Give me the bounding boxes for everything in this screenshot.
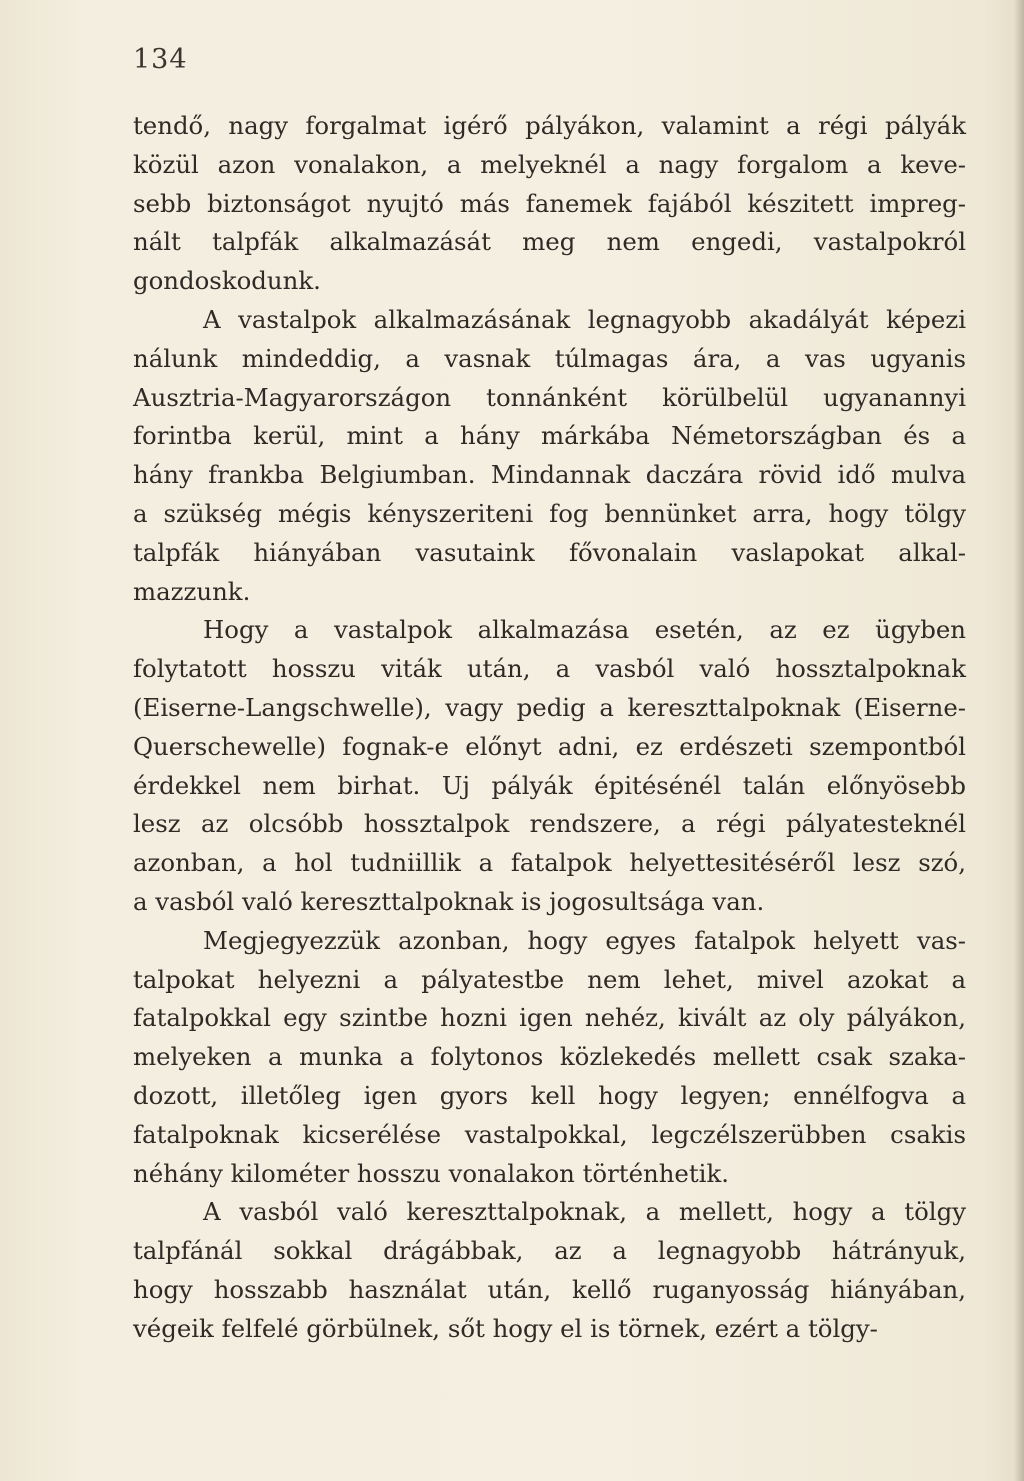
text-line: közül azon vonalakon, a melyeknél a nagy forgalom a keve- <box>133 149 966 179</box>
text-line: azonban, a hol tudniillik a fatalpok helyettesitéséről lesz szó, <box>133 848 966 878</box>
text-line: talpfák hiányában vasutaink fővonalain vaslapokat alkal- <box>133 537 966 567</box>
paragraph <box>133 611 966 921</box>
text-line: néhány kilométer hosszu vonalakon történhetik. <box>133 1158 729 1188</box>
text-line: folytatott hosszu viták után, a vasból való hossztalpoknak <box>133 654 966 684</box>
text-line: talpokat helyezni a pályatestbe nem lehet, mivel azokat a <box>133 964 966 994</box>
text-line: melyeken a munka a folytonos közlekedés mellett csak szaka- <box>133 1042 966 1072</box>
paragraph <box>133 922 966 1194</box>
text-line: hány frankba Belgiumban. Mindannak daczára rövid idő mulva <box>133 460 966 490</box>
text-line: érdekkel nem birhat. Uj pályák épitésénél talán előnyösebb <box>133 770 966 800</box>
text-line: Ausztria-Magyarországon tonnánként körülbelül ugyanannyi <box>133 382 966 412</box>
text-line: fatalpokkal egy szintbe hozni igen nehéz, kivált az oly pályákon, <box>133 1003 966 1033</box>
paragraph <box>133 301 966 611</box>
body-text <box>133 107 966 1349</box>
text-line: hogy hosszabb használat után, kellő ruganyosság hiányában, <box>133 1274 966 1304</box>
text-line: nálunk mindeddig, a vasnak túlmagas ára, a vas ugyanis <box>133 343 966 373</box>
text-line: tendő, nagy forgalmat igérő pályákon, valamint a régi pályák <box>133 111 966 140</box>
text-line: Megjegyezzük azonban, hogy egyes fatalpok helyett vas- <box>203 925 966 955</box>
text-line: lesz az olcsóbb hossztalpok rendszere, a régi pályatesteknél <box>133 809 966 839</box>
text-line: dozott, illetőleg igen gyors kell hogy legyen; ennélfogva a <box>133 1080 966 1110</box>
text-line: fatalpoknak kicserélése vastalpokkal, legczélszerübben csakis <box>133 1119 966 1149</box>
text-line: A vastalpok alkalmazásának legnagyobb akadályát képezi <box>203 304 966 334</box>
text-line: a szükség mégis kényszeriteni fog bennünket arra, hogy tölgy <box>133 498 966 528</box>
text-line: A vasból való kereszttalpoknak, a mellett, hogy a tölgy <box>203 1197 966 1227</box>
page-edge-shadow <box>1014 0 1024 1481</box>
text-line: Querschewelle) fognak-e előnyt adni, ez erdészeti szempontból <box>133 731 966 761</box>
paragraph <box>133 107 966 301</box>
text-line: mazzunk. <box>133 576 251 606</box>
text-line: a vasból való kereszttalpoknak is jogosultsága van. <box>133 886 765 916</box>
text-line: forintba kerül, mint a hány márkába Németországban és a <box>133 421 966 451</box>
text-line: végeik felfelé görbülnek, sőt hogy el is törnek, ezért a tölgy- <box>133 1313 878 1343</box>
text-line: Hogy a vastalpok alkalmazása esetén, az ez ügyben <box>203 615 966 645</box>
text-line: nált talpfák alkalmazását meg nem engedi, vastalpokról <box>133 227 966 257</box>
text-line: (Eiserne-Langschwelle), vagy pedig a kereszttalpoknak (Eiserne- <box>133 692 966 722</box>
page-number: 134 <box>133 44 188 75</box>
text-line: sebb biztonságot nyujtó más fanemek fajából készitett impreg- <box>133 188 966 218</box>
text-line: talpfánál sokkal drágábbak, az a legnagyobb hátrányuk, <box>133 1236 966 1266</box>
paragraph <box>133 1193 966 1348</box>
text-line: gondoskodunk. <box>133 266 321 296</box>
